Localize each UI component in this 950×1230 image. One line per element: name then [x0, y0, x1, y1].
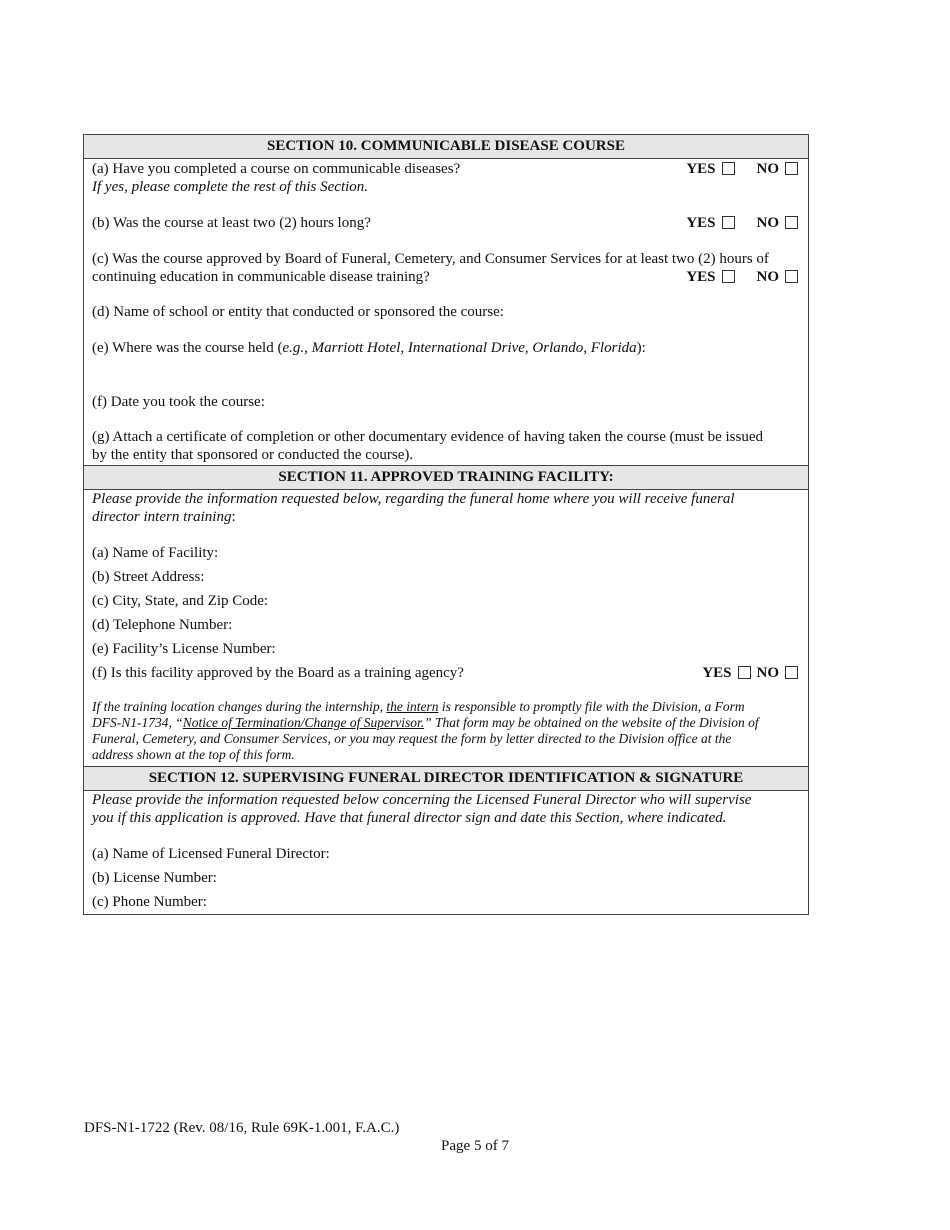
- question-10g-line1: (g) Attach a certificate of completion or other documentary evidence of having taken the course (must be issued: [92, 429, 764, 445]
- note-underlined: the intern: [386, 699, 439, 714]
- section-10-body: [84, 159, 808, 465]
- yes-no-10a: [686, 161, 798, 178]
- question-10c-line2: continuing education in communicable disease training?: [92, 269, 430, 285]
- question-12b: (b) License Number:: [92, 870, 217, 886]
- no-label: NO: [756, 665, 779, 681]
- section-11-intro-colon: :: [231, 509, 236, 525]
- yes-checkbox-10b[interactable]: [722, 216, 735, 229]
- question-11f: (f) Is this facility approved by the Board as a training agency?: [92, 665, 464, 681]
- question-10a: (a) Have you completed a course on communicable diseases?: [92, 161, 461, 177]
- yes-label: YES: [686, 161, 716, 177]
- section-12-body: [84, 791, 808, 914]
- section-12-heading: SECTION 12. SUPERVISING FUNERAL DIRECTOR IDENTIFICATION & SIGNATURE: [84, 766, 808, 791]
- question-10f: (f) Date you took the course:: [92, 394, 265, 410]
- note-text: is responsible to promptly file with the Division, a Form: [438, 699, 745, 714]
- yes-checkbox-10a[interactable]: [722, 162, 735, 175]
- section-11-intro-text: director intern training: [92, 509, 232, 525]
- section-11-intro-line1: Please provide the information requested below, regarding the funeral home where you will receive funeral: [92, 491, 735, 507]
- question-11a: (a) Name of Facility:: [92, 545, 219, 561]
- yes-label: YES: [686, 215, 716, 231]
- yes-label: YES: [702, 665, 732, 681]
- question-10e-suffix: ):: [636, 340, 646, 356]
- section-12-intro-line2: you if this application is approved. Have that funeral director sign and date this Section, where indicated.: [92, 810, 727, 826]
- no-label: NO: [756, 215, 779, 231]
- yes-no-11f: [702, 665, 798, 682]
- question-11d: (d) Telephone Number:: [92, 617, 233, 633]
- question-10e: [92, 340, 800, 357]
- question-10b: (b) Was the course at least two (2) hours long?: [92, 215, 371, 231]
- no-label: NO: [756, 269, 779, 285]
- question-10a-note: If yes, please complete the rest of this Section.: [92, 179, 369, 195]
- no-checkbox-10b[interactable]: [785, 216, 798, 229]
- no-checkbox-10c[interactable]: [785, 270, 798, 283]
- section-11-note-line3: Funeral, Cemetery, and Consumer Services, or you may request the form by letter directed to the Division office at the: [92, 731, 732, 746]
- section-11-note-line2: [92, 715, 800, 732]
- note-text: DFS-N1-1734, “: [92, 715, 183, 730]
- section-11-intro-line2: [92, 509, 800, 526]
- yes-checkbox-10c[interactable]: [722, 270, 735, 283]
- question-10d: (d) Name of school or entity that conducted or sponsored the course:: [92, 304, 504, 320]
- section-10-heading: SECTION 10. COMMUNICABLE DISEASE COURSE: [84, 135, 808, 159]
- note-text: ” That form may be obtained on the website of the Division of: [424, 715, 759, 730]
- section-12-intro-line1: Please provide the information requested below concerning the Licensed Funeral Director who will supervise: [92, 792, 752, 808]
- question-12a: (a) Name of Licensed Funeral Director:: [92, 846, 330, 862]
- yes-checkbox-11f[interactable]: [738, 666, 751, 679]
- note-text: If the training location changes during the internship,: [92, 699, 387, 714]
- no-checkbox-10a[interactable]: [785, 162, 798, 175]
- form-title-link: Notice of Termination/Change of Supervisor.: [182, 715, 425, 730]
- question-11b: (b) Street Address:: [92, 569, 205, 585]
- no-label: NO: [756, 161, 779, 177]
- yes-label: YES: [686, 269, 716, 285]
- question-10g-line2: by the entity that sponsored or conducted the course).: [92, 447, 414, 463]
- question-11c: (c) City, State, and Zip Code:: [92, 593, 269, 609]
- yes-no-10b: [686, 215, 798, 232]
- no-checkbox-11f[interactable]: [785, 666, 798, 679]
- form-id-footer: DFS-N1-1722 (Rev. 08/16, Rule 69K-1.001, F.A.C.): [84, 1120, 400, 1136]
- yes-no-10c: [686, 269, 798, 286]
- application-form: [83, 134, 809, 915]
- question-10e-example: e.g., Marriott Hotel, International Drive, Orlando, Florida: [282, 340, 637, 356]
- question-11e: (e) Facility’s License Number:: [92, 641, 276, 657]
- question-12c: (c) Phone Number:: [92, 894, 207, 910]
- section-11-body: [84, 490, 808, 766]
- question-10e-prefix: (e) Where was the course held (: [92, 340, 283, 356]
- section-11-note-line4: address shown at the top of this form.: [92, 747, 295, 762]
- section-11-heading: SECTION 11. APPROVED TRAINING FACILITY:: [84, 465, 808, 490]
- page-number: Page 5 of 7: [441, 1138, 509, 1154]
- question-10c-line1: (c) Was the course approved by Board of Funeral, Cemetery, and Consumer Services for at least two (2) hours of: [92, 251, 769, 267]
- section-11-note-line1: [92, 699, 800, 716]
